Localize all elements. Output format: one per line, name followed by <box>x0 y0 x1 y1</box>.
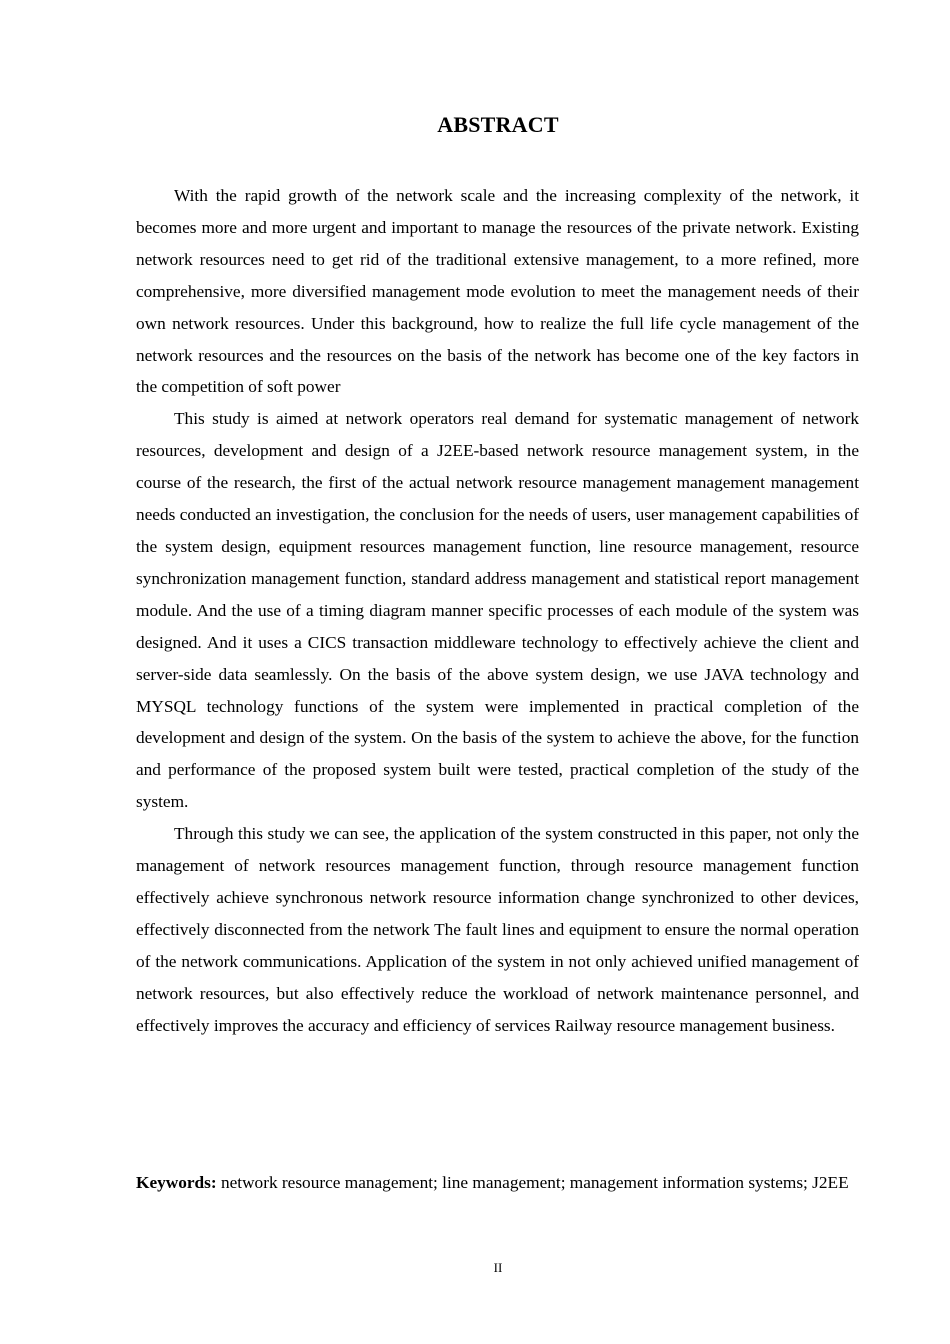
abstract-paragraph-3: Through this study we can see, the application of the system constructed in this paper, not only the management of network resources management function, through resource management function effectively achieve synchronous network resource information change synchronized to other devices, effectively disconnected from the network The fault lines and equipment to ensure the normal operation of the network communications. Application of the system in not only achieved unified management of network resources, but also effectively reduce the workload of network maintenance personnel, and effectively improves the accuracy and efficiency of services Railway resource management business. <box>136 824 859 1035</box>
abstract-title: ABSTRACT <box>437 112 559 137</box>
keywords-label: Keywords: <box>136 1173 217 1192</box>
abstract-paragraph-2: This study is aimed at network operators real demand for systematic management of network resources, development and design of a J2EE-based network resource management system, in the course of the research, the first of the actual network resource management management management needs conducted an investigation, the conclusion for the needs of users, user management capabilities of the system design, equipment resources management function, line resource management, resource synchronization management function, standard address management and statistical report management module. And the use of a timing diagram manner specific processes of each module of the system was designed. And it uses a CICS transaction middleware technology to effectively achieve the client and server-side data seamlessly. On the basis of the above system design, we use JAVA technology and MYSQL technology functions of the system were implemented in practical completion of the development and design of the system. On the basis of the system to achieve the above, for the function and performance of the proposed system built were tested, practical completion of the study of the system. <box>136 409 859 812</box>
abstract-paragraph-1: With the rapid growth of the network scale and the increasing complexity of the network, it becomes more and more urgent and important to manage the resources of the private network. Existing network resources need to get rid of the traditional extensive management, to a more refined, more comprehensive, more diversified management mode evolution to meet the management needs of their own network resources. Under this background, how to realize the full life cycle management of the network resources and the resources on the basis of the network has become one of the key factors in the competition of soft power <box>136 186 859 397</box>
keywords-text: network resource management; line management; management information systems; J2EE <box>216 1173 849 1192</box>
abstract-body <box>136 180 859 1041</box>
keywords-line <box>136 1167 859 1199</box>
page-number: II <box>493 1260 503 1275</box>
